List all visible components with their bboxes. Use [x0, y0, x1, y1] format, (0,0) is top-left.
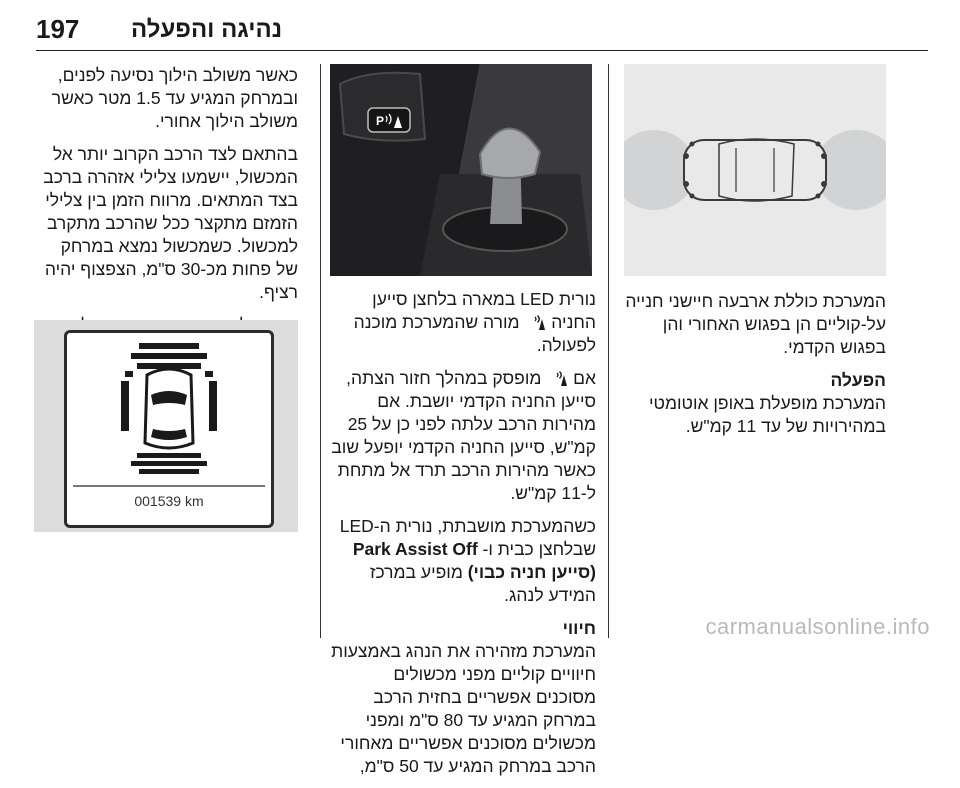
sensor-description: המערכת כוללת ארבעה חיישני חנייה על-קוליים הן בפגוש האחורי והן בפגוש הקדמי. [625, 291, 886, 357]
column-divider-left [320, 64, 321, 638]
right-column [624, 290, 886, 448]
deact-text-b: מופסק במהלך חזור הצתה, [346, 368, 542, 388]
beep-paragraph: בהתאם לצד הרכב הקרוב יותר אל המכשול, יישמעו צלילי אזהרה ברכב בצד המתאים. מרווח הזמן בין צלילי הזמזם מתקצר ככל שהרכב מתקרב למכשול. כשמכשול נמצא במרחק של פחות מכ-30 ס"מ, הצפצוף יהיה רציף. [43, 144, 298, 302]
disabled-paragraph [330, 515, 596, 607]
range-paragraph: כאשר משולב הילוך נסיעה לפנים, ובמרחק המגיע עד 1.5 מטר כאשר משולב הילוך אחורי. [51, 65, 298, 131]
deactivation-paragraph [330, 367, 596, 505]
led-text-a: נורית LED במארה בלחצן סייען החניה [372, 289, 596, 332]
display-divider [73, 485, 265, 487]
disabled-text-c: מופיע במרכז המידע לנהג. [369, 562, 596, 605]
chapter-title: נהיגה והפעלה [131, 16, 283, 43]
display-panel [64, 330, 274, 528]
header-rule [36, 50, 928, 51]
page-header [36, 8, 928, 48]
watermark: carmanualsonline.info [705, 614, 930, 639]
indication-text: המערכת מזהירה את הנהג באמצעות חיוויים קוליים מפני מכשולים מסוכנים אפשריים בחזית הרכב במרחק המגיע עד 80 ס"מ ומפני מכשולים מסוכנים אפשריים מאחורי הרכב במרחק המגיע עד 50 ס"מ, [331, 641, 596, 776]
led-paragraph [330, 288, 596, 357]
sensor-zones-illustration [624, 64, 886, 276]
gear-lever-photo [330, 64, 592, 276]
page-number: 197 [36, 14, 80, 44]
middle-column [330, 288, 596, 788]
disabled-text-a: כשהמערכת מושבתת, נורית ה-LED שבלחצן כבית ו- [339, 516, 596, 559]
led-text-b: מורה שהמערכת מוכנה לפעולה. [353, 312, 596, 355]
activation-text: המערכת מופעלת באופן אוטומטי במהירויות של עד 11 קמ"ש. [649, 393, 886, 436]
park-assist-off-label: Park Assist Off (סייען חניה כבוי) [352, 539, 596, 582]
svg-text:P: P [376, 114, 385, 128]
activation-heading: הפעלה [830, 370, 886, 390]
indication-heading: חיווי [562, 618, 596, 638]
column-divider-right [608, 64, 609, 638]
park-assist-icon [524, 313, 546, 331]
deact-text-c: סייען החניה הקדמי יושבת. אם מהירות הרכב עלתה לפני כן על 25 קמ"ש, סייען החניה הקדמי יופעל שוב כאשר מהירות הרכב תרד אל מתחת ל-11 קמ"ש. [331, 391, 596, 503]
odometer-reading: 001539 km [134, 493, 204, 509]
driver-info-display-illustration [34, 320, 298, 532]
deact-text-a: אם [573, 368, 596, 388]
park-assist-icon [546, 369, 568, 387]
